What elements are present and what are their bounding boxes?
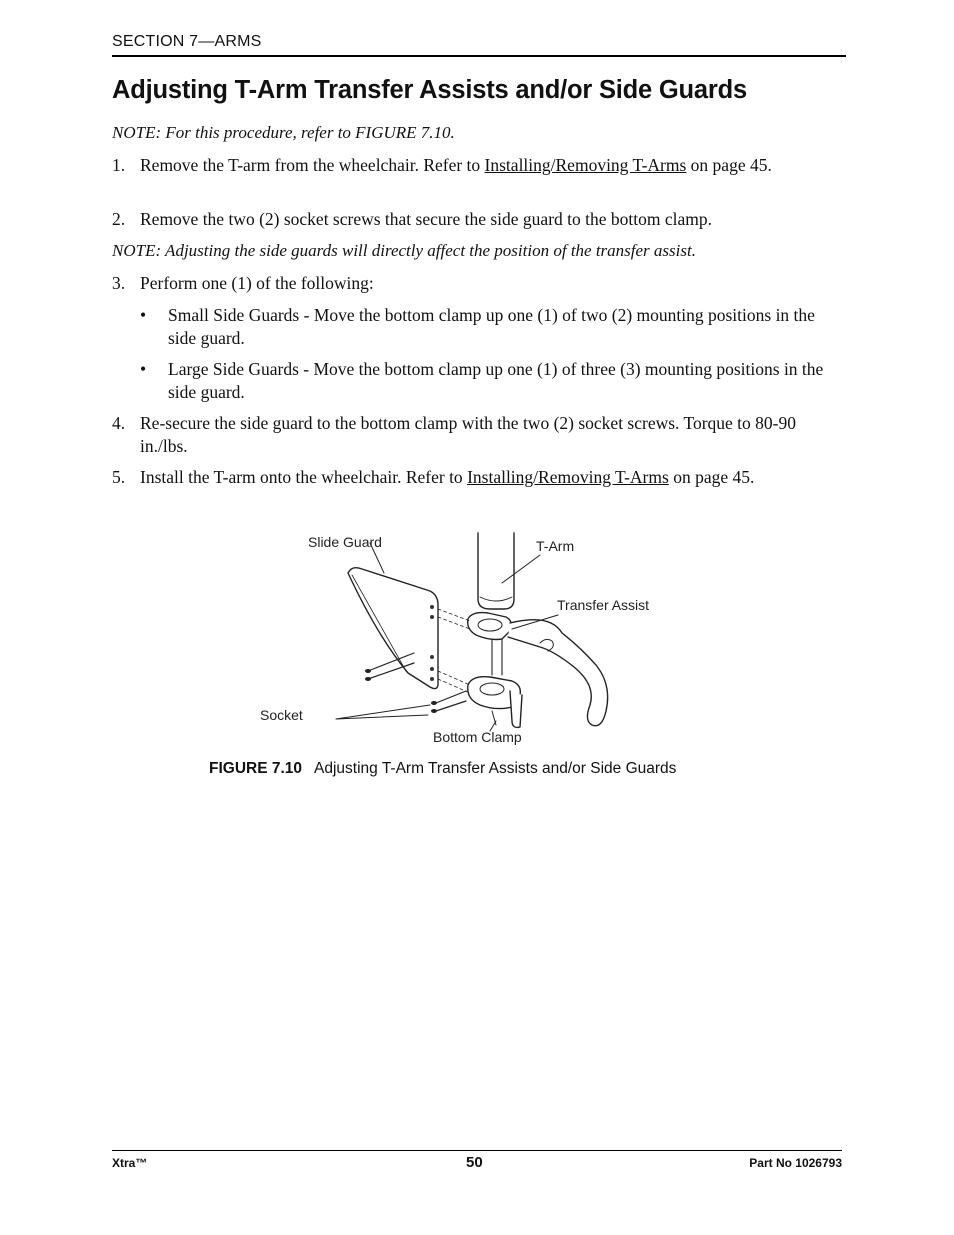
footer-product-name: Xtra™ — [112, 1156, 148, 1170]
footer-rule — [112, 1150, 842, 1151]
installing-removing-t-arms-link[interactable]: Installing/Removing T-Arms — [467, 467, 669, 487]
bullet-symbol: • — [140, 305, 147, 325]
note-side-guards: NOTE: Adjusting the side guards will directly affect the position of the transfer assist. — [112, 241, 696, 260]
step-number: 2. — [112, 209, 126, 229]
step-number: 3. — [112, 273, 126, 293]
step-1 — [112, 154, 842, 177]
bullet-large-side-guards — [140, 358, 830, 403]
step-text: Perform one (1) of the following: — [140, 273, 374, 293]
figure-caption-text: Adjusting T-Arm Transfer Assists and/or Side Guards — [314, 760, 677, 777]
callout-slide-guard: Slide Guard — [308, 534, 382, 550]
figure-number: FIGURE 7.10 — [209, 760, 303, 777]
step-number: 4. — [112, 413, 126, 433]
footer-part-number: Part No 1026793 — [749, 1156, 842, 1170]
step-number: 1. — [112, 155, 126, 175]
callout-t-arm: T-Arm — [536, 538, 575, 554]
page-title: Adjusting T-Arm Transfer Assists and/or Side Guards — [112, 76, 747, 104]
callout-bottom-clamp: Bottom Clamp — [433, 729, 522, 745]
figure-caption — [209, 760, 676, 778]
note-refer-figure: NOTE: For this procedure, refer to FIGURE 7.10. — [112, 123, 455, 142]
step-text: Remove the two (2) socket screws that secure the side guard to the bottom clamp. — [140, 209, 712, 229]
callout-transfer-assist: Transfer Assist — [557, 597, 650, 613]
step-number: 5. — [112, 467, 126, 487]
callout-socket: Socket — [260, 707, 303, 723]
installing-removing-t-arms-link[interactable]: Installing/Removing T-Arms — [484, 155, 687, 175]
step-5 — [112, 466, 842, 489]
bullet-small-side-guards — [140, 304, 830, 349]
section-header: SECTION 7—ARMS — [112, 33, 262, 50]
t-arm-assembly-illustration — [240, 525, 700, 750]
figure-7-10 — [240, 525, 700, 750]
step-2 — [112, 208, 842, 231]
bullet-text: Large Side Guards - Move the bottom clamp up one (1) of three (3) mounting positions in the side guard. — [168, 359, 824, 402]
bullet-text: Small Side Guards - Move the bottom clamp up one (1) of two (2) mounting positions in the side guard. — [168, 305, 815, 348]
footer-page-number: 50 — [466, 1154, 483, 1171]
header-rule — [112, 55, 846, 57]
step-text: Install the T-arm onto the wheelchair. Refer to Installing/Removing T-Arms on page 45. — [140, 467, 755, 487]
step-4 — [112, 412, 842, 457]
step-3 — [112, 272, 842, 295]
bullet-symbol: • — [140, 359, 147, 379]
step-text: Re-secure the side guard to the bottom clamp with the two (2) socket screws. Torque to 80-90 in./lbs. — [140, 413, 796, 456]
step-text: Remove the T-arm from the wheelchair. Refer to Installing/Removing T-Arms on page 45. — [140, 155, 772, 175]
